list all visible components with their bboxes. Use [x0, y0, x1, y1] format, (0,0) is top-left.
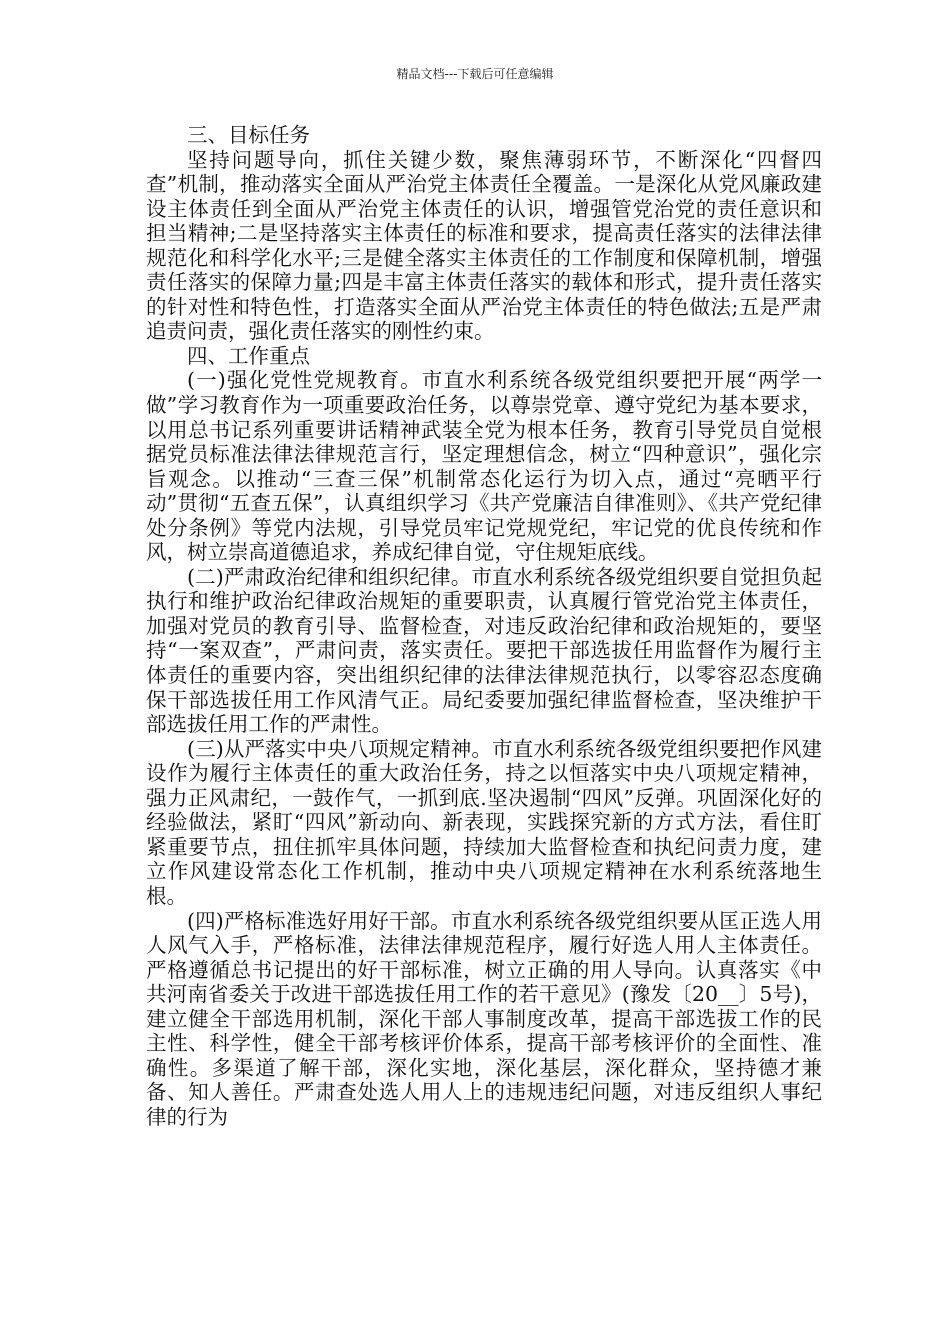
page-header: 精品文档---下载后可任意编辑: [396, 67, 554, 81]
paragraph-item-3: (三)从严落实中央八项规定精神。市直水利系统各级党组织要把作风建设作为履行主体责任的重大政治任务，持之以恒落实中央八项规定精神，强力正风肃纪，一鼓作气，一抓到底.坚决遏制“四风”反弹。巩固深化好的经验做法，紧盯“四风”新动向、新表现，实践探究新的方式方法，看住盯紧重要节点，扭住抓牢具体问题，持续加大监督检查和执纪问责力度，建立作风建设常态化工作机制，推动中央八项规定精神在水利系统落地生根。: [146, 736, 822, 908]
section-heading-goals: 三、目标任务: [187, 123, 310, 147]
paragraph-item-2: (二)严肃政治纪律和组织纪律。市直水利系统各级党组织要自觉担负起执行和维护政治纪律政治规矩的重要职责，认真履行管党治党主体责任，加强对党员的教育引导、监督检查，对违反政治纪律和政治规矩的，要坚持“一案双查”，严肃问责，落实责任。要把干部选拔任用监督作为履行主体责任的重要内容，突出组织纪律的法律法律规范执行，以零容忍态度确保干部选拔任用工作风清气正。局纪委要加强纪律监督检查，坚决维护干部选拔任用工作的严肃性。: [146, 564, 822, 737]
paragraph-item-1: (一)强化党性党规教育。市直水利系统各级党组织要把开展“两学一做”学习教育作为一项重要政治任务，以尊崇党章、遵守党纪为基本要求，以用总书记系列重要讲话精神武装全党为根本任务，教育引导党员自觉根据党员标准法律法律规范言行，坚定理想信念，树立“四种意识”，强化宗旨观念。以推动“三查三保”机制常态化运行为切入点，通过“亮晒平行动”贯彻“五查五保”，认真组织学习《共产党廉洁自律准则》、《共产党纪律处分条例》等党内法规，引导党员牢记党规党纪，牢记党的优良传统和作风，树立崇高道德追求，养成纪律自觉，守住规矩底线。: [146, 368, 822, 565]
paragraph-goals: 坚持问题导向，抓住关键少数，聚焦薄弱环节，不断深化“四督四查”机制，推动落实全面从严治党主体责任全覆盖。一是深化从党风廉政建设主体责任到全面从严治党主体责任的认识，增强管党治党的责任意识和担当精神;二是坚持落实主体责任的标准和要求，提高责任落实的法律法律规范化和科学化水平;三是健全落实主体责任的工作制度和保障机制，增强责任落实的保障力量;四是丰富主体责任落实的载体和形式，提升责任落实的针对性和特色性，打造落实全面从严治党主体责任的特色做法;五是严肃追责问责，强化责任落实的刚性约束。: [146, 147, 822, 344]
paragraph-item-4: (四)严格标准选好用好干部。市直水利系统各级党组织要从匡正选人用人风气入手，严格标准，法律法律规范程序，履行好选人用人主体责任。严格遵循总书记提出的好干部标准，树立正确的用人导向。认真落实《中共河南省委关于改进干部选拔任用工作的若干意见》(豫发〔20__〕5号)，建立健全干部选用机制，深化干部人事制度改革，提高干部选拔工作的民主性、科学性，健全干部考核评价体系，提高干部考核评价的全面性、准确性。多渠道了解干部，深化实地，深化基层，深化群众，坚持德才兼备、知人善任。严肃查处选人用人上的违规违纪问题，对违反组织人事纪律的行为: [146, 908, 822, 1129]
section-heading-key-work: 四、工作重点: [187, 343, 310, 368]
document-body: [146, 123, 822, 1129]
